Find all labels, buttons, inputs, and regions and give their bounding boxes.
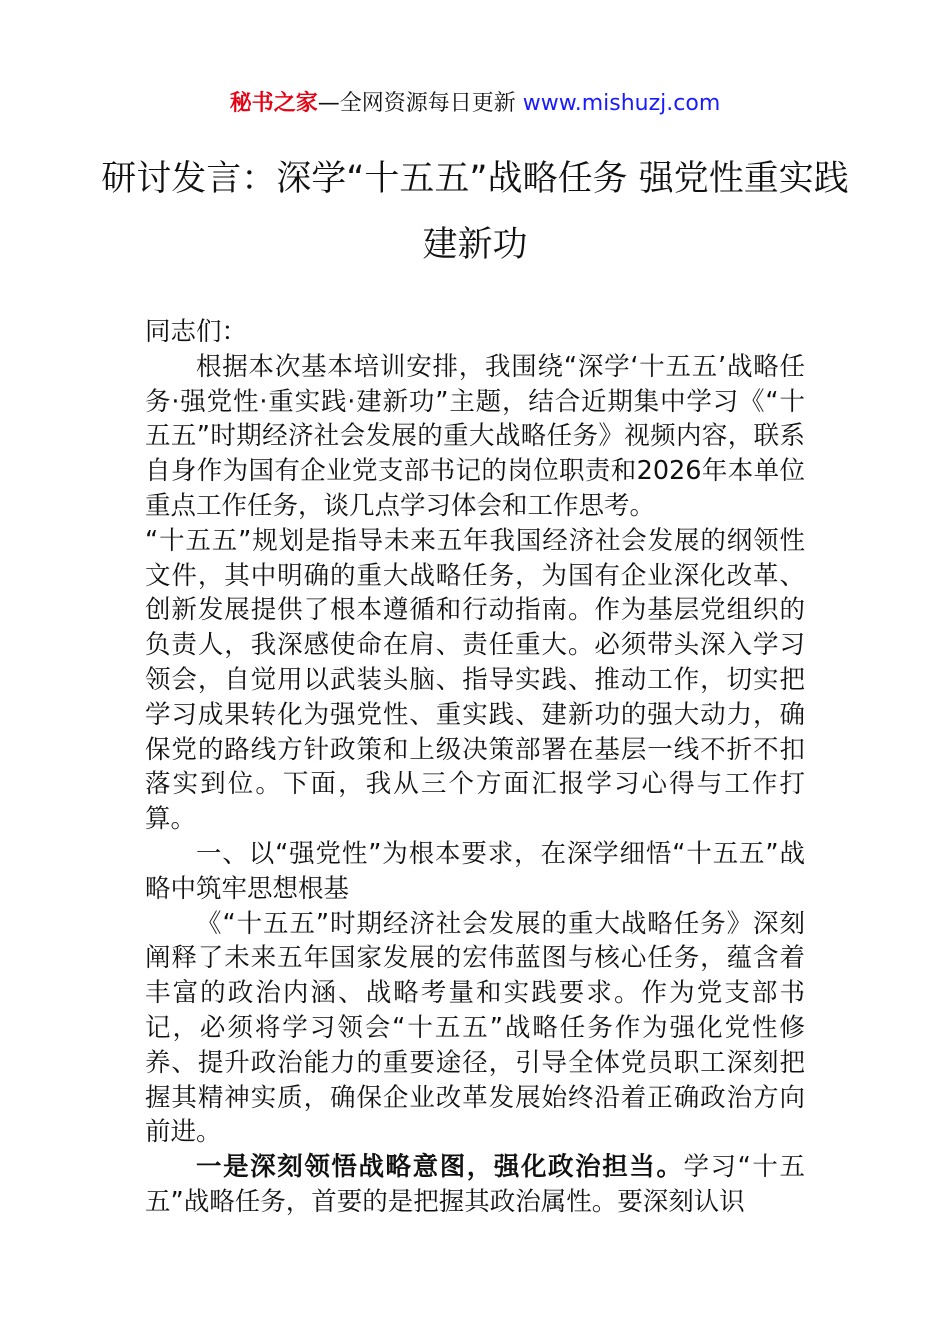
salutation: 同志们： — [145, 317, 248, 347]
paragraph-point-1 — [145, 1150, 805, 1220]
point-1-lead: 一是深刻领悟战略意图，强化政治担当。 — [196, 1152, 684, 1183]
site-tagline: —全网资源每日更新 — [317, 91, 523, 116]
site-header — [0, 88, 950, 120]
site-brand: 秘书之家 — [229, 91, 318, 116]
paragraph-section-1: 《“十五五”时期经济社会发展的重大战略任务》深刻阐释了未来五年国家发展的宏伟蓝图与核心任务，蕴含着丰富的政治内涵、战略考量和实践要求。作为党支部书记，必须将学习领会“十五五”战略任务作为强化党性修养、提升政治能力的重要途径，引导全体党员职工深刻把握其精神实质，确保企业改革发展始终沿着正确政治方向前进。 — [145, 908, 805, 1148]
site-url[interactable]: www.mishuzj.com — [522, 91, 721, 116]
section-heading-1: 一、以“强党性”为根本要求，在深学细悟“十五五”战略中筑牢思想根基 — [145, 838, 805, 904]
document-title: 研讨发言：深学“十五五”战略任务 强党性重实践建新功 — [101, 159, 849, 265]
paragraph-context: “十五五”规划是指导未来五年我国经济社会发展的纲领性文件，其中明确的重大战略任务，为国有企业深化改革、创新发展提供了根本遵循和行动指南。作为基层党组织的负责人，我深感使命在肩、责任重大。必须带头深入学习领会，自觉用以武装头脑、指导实践、推动工作，切实把学习成果转化为强党性、重实践、建新功的强大动力，确保党的路线方针政策和上级决策部署在基层一线不折不扣落实到位。下面，我从三个方面汇报学习心得与工作打算。 — [145, 525, 805, 835]
document-body — [145, 315, 805, 1220]
point-1-text: 学习“十五五”战略任务，首要的是把握其政治属性。要深刻认识 — [145, 1152, 805, 1217]
paragraph-intro: 根据本次基本培训安排，我围绕“深学‘十五五’战略任务·强党性·重实践·建新功”主题，结合近期集中学习《“十五五”时期经济社会发展的重大战略任务》视频内容，联系自身作为国有企业党支部书记的岗位职责和2026年本单位重点工作任务，谈几点学习体会和工作思考。 — [145, 351, 805, 521]
